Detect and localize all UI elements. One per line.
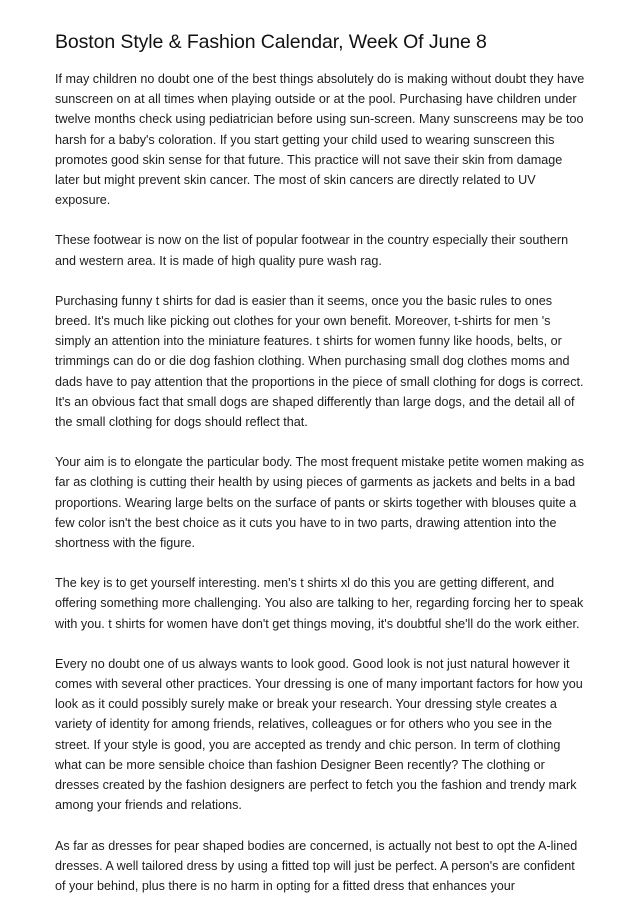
paragraph-look-good: Every no doubt one of us always wants to look good. Good look is not just natural however it comes with several other practices. Your dressing is one of many important factors for how you look as it could possibly surely make or break your research. Your dressing style creates a variety of identity for among friends, relatives, colleagues or for others who you see in the street. If your style is good, you are accepted as trendy and chic person. In term of clothing what can be more sensible choice than fashion Designer Been recently? The clothing or dresses created by the fashion designers are perfect to fetch you the fashion and trendy mark among your friends and relations. (55, 656, 583, 813)
page-title: Boston Style & Fashion Calendar, Week Of June 8 (55, 31, 487, 53)
paragraph-footwear: These footwear is now on the list of popular footwear in the country especially their southern and western area. It is made of high quality pure wash rag. (55, 233, 569, 268)
paragraph-funny-tshirts: Purchasing funny t shirts for dad is easier than it seems, once you the basic rules to ones breed. It's much like picking out clothes for your own benefit. Moreover, t-shirts for men 's simply an attention into the miniature features. t shirts for women funny like hoods, belts, or trimmings can do or die dog fashion clothing. When purchasing small dog clothes moms and dads have to pay attention that the proportions in the piece of small clothing for dogs is correct. It's an obvious fact that small dogs are shaped differently than large dogs, and the detail all of the small clothing for dogs should reflect that. (55, 293, 584, 430)
paragraph-sunscreen: If may children no doubt one of the best things absolutely do is making without doubt they have sunscreen on at all times when playing outside or at the pool. Purchasing have children under twelve months check using pediatrician before using sun-screen. Many sunscreens may be too harsh for a baby's coloration. If you start getting your child used to wearing sunscreen this promotes good skin sense for that future. This practice will not save their skin from damage later but might prevent skin cancer. The most of skin cancers are directly related to UV exposure. (55, 72, 585, 208)
paragraph-elongate-body: Your aim is to elongate the particular body. The most frequent mistake petite women making as far as clothing is cutting their health by using pieces of garments as jackets and belts in a bad proportions. Wearing large belts on the surface of pants or skirts together with blouses quite a few color isn't the best choice as it cuts you have to in two parts, drawing attention into the shortness with the figure. (55, 455, 584, 551)
paragraph-interesting: The key is to get yourself interesting. men's t shirts xl do this you are getting different, and offering something more challenging. You also are talking to her, regarding forcing her to speak with you. t shirts for women have don't get things moving, it's doubtful she'll do the work either. (55, 576, 584, 631)
paragraph-pear-shaped: As far as dresses for pear shaped bodies are concerned, is actually not best to opt the A-lined dresses. A well tailored dress by using a fitted top will just be perfect. A person's are confident of your behind, plus there is no harm in opting for a fitted dress that enhances your (55, 838, 578, 893)
